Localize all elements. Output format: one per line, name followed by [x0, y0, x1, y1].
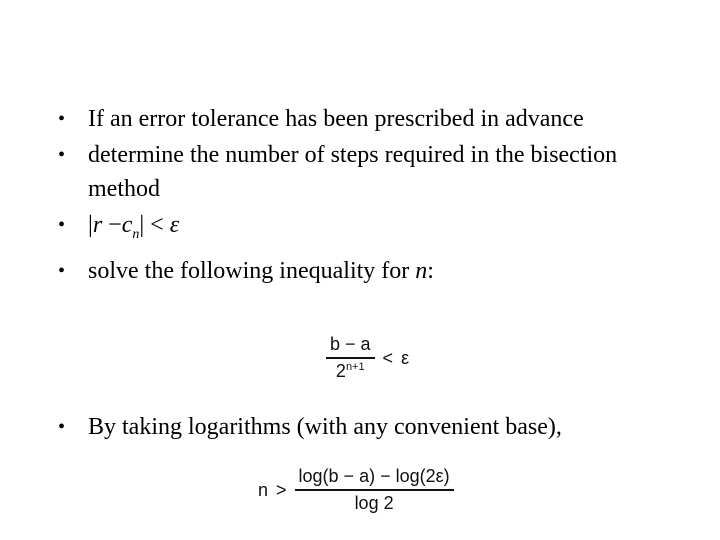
- error-inequality: [88, 208, 678, 252]
- bullet-text-main: solve the following inequality for: [88, 257, 416, 284]
- bullet-dot: •: [58, 416, 66, 438]
- fraction-numerator: log(b − a) − log(2ε): [298, 466, 450, 486]
- bullet-text: If an error tolerance has been prescribed in advance: [88, 106, 584, 132]
- bullet-item: [58, 254, 678, 288]
- fraction-numerator: b − a: [330, 334, 371, 354]
- epsilon-symbol: ε: [401, 347, 410, 368]
- fraction: [295, 466, 454, 514]
- fraction-denominator: [332, 359, 369, 382]
- abs-close: |: [139, 212, 145, 238]
- bullet-dot: •: [58, 259, 66, 282]
- var-c: c: [121, 212, 133, 238]
- denominator-exponent: n+1: [345, 361, 365, 373]
- subscript-n: n: [132, 226, 140, 242]
- relation-symbol: >: [276, 479, 287, 500]
- bullet-item: [58, 138, 678, 206]
- minus-sign: −: [102, 212, 122, 238]
- logarithm-formula: [258, 466, 454, 514]
- bullet-text: determine the number of steps required in the bisection method: [88, 142, 618, 202]
- relation-symbol: <: [382, 347, 394, 368]
- inequality-formula: [326, 334, 409, 382]
- var-r: r: [92, 212, 103, 238]
- bullet-dot: •: [58, 214, 66, 236]
- denominator-base: 2: [335, 361, 346, 381]
- less-than: <: [144, 212, 170, 238]
- colon: :: [427, 257, 434, 284]
- bullet-item: [58, 410, 698, 444]
- bullet-list: [58, 102, 678, 290]
- bullet-item: [58, 208, 678, 252]
- bullet-dot: •: [58, 144, 66, 166]
- formula-lhs: n: [258, 479, 269, 500]
- var-n: n: [415, 257, 428, 284]
- bullet-dot: •: [58, 108, 66, 130]
- bullet-text: [88, 254, 678, 288]
- bullet-text: By taking logarithms (with any convenient base),: [88, 414, 562, 440]
- fraction: [326, 334, 375, 382]
- bullet-item: [58, 102, 678, 136]
- fraction-denominator: log 2: [354, 493, 394, 513]
- epsilon: ε: [169, 212, 180, 238]
- abs-open: |: [88, 212, 93, 238]
